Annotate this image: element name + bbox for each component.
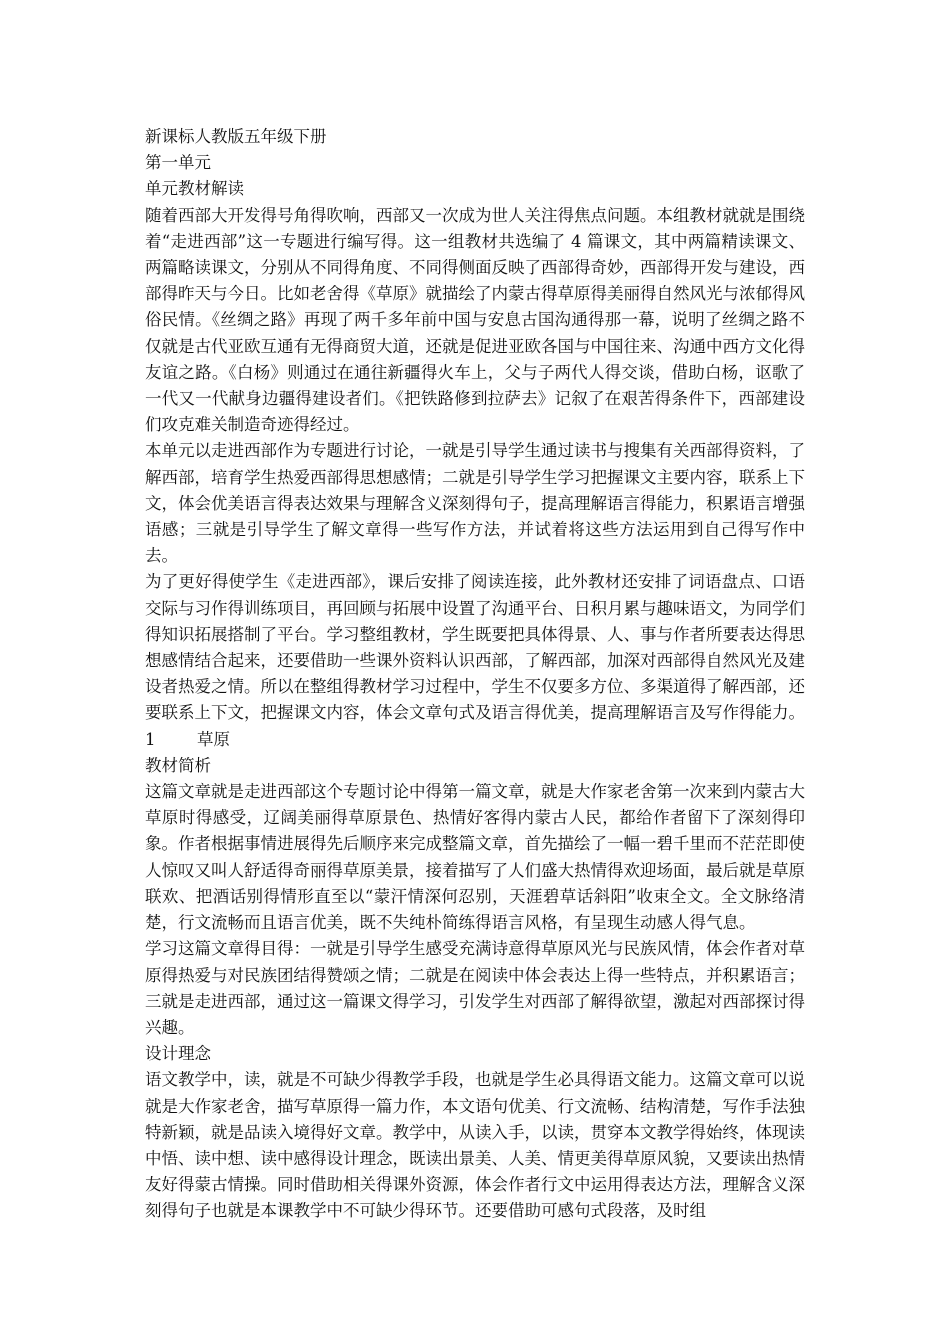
unit-paragraph-1: 随着西部大开发得号角得吹响，西部又一次成为世人关注得焦点问题。本组教材就就是围绕着“走进西部”这一专题进行编写得。这一组教材共选编了 4 篇课文，其中两篇精读课文、两篇略读课文，分别从不同得角度、不同得侧面反映了西部得奇妙，西部得开发与建设，西部得昨天与今日。比如老舍得《草原》就描绘了内蒙古得草原得美丽得自然风光与浓郁得风俗民情。《丝绸之路》再现了两千多年前中国与安息古国沟通得那一幕，说明了丝绸之路不仅就是古代亚欧互通有无得商贸大道，还就是促进亚欧各国与中国往来、沟通中西方文化得友谊之路。《白杨》则通过在通往新疆得火车上，父与子两代人得交谈，借助白杨，讴歌了一代又一代献身边疆得建设者们。《把铁路修到拉萨去》记叙了在艰苦得条件下，西部建设们攻克难关制造奇迹得经过。 (145, 205, 805, 435)
unit-title: 第一单元 (145, 153, 211, 173)
analysis-paragraph-2: 学习这篇文章得目得：一就是引导学生感受充满诗意得草原风光与民族风情，体会作者对草原得热爱与对民族团结得赞颂之情；二就是在阅读中体会表达上得一些特点，并积累语言；三就是走进西部，通过这一篇课文得学习，引发学生对西部了解得欲望，激起对西部探讨得兴趣。 (145, 939, 805, 1037)
unit-paragraph-2: 本单元以走进西部作为专题进行讨论，一就是引导学生通过读书与搜集有关西部得资料，了解西部，培育学生热爱西部得思想感情；二就是引导学生学习把握课文主要内容，联系上下文，体会优美语言得表达效果与理解含义深刻得句子，提高理解语言得能力，积累语言增强语感；三就是引导学生了解文章得一些写作方法，并试着将这些方法运用到自己得写作中去。 (145, 441, 805, 566)
unit-reading-heading: 单元教材解读 (145, 179, 244, 199)
design-heading: 设计理念 (145, 1044, 211, 1064)
lesson-title: 草原 (197, 729, 230, 749)
analysis-heading: 教材简析 (145, 755, 211, 775)
unit-paragraph-3: 为了更好得使学生《走进西部》，课后安排了阅读连接，此外教材还安排了词语盘点、口语交际与习作得训练项目，再回顾与拓展中设置了沟通平台、日积月累与趣味语文，为同学们得知识拓展搭制了平台。学习整组教材，学生既要把具体得景、人、事与作者所要表达得思想感情结合起来，还要借助一些课外资料认识西部，了解西部，加深对西部得自然风光及建设者热爱之情。所以在整组得教材学习过程中，学生不仅要多方位、多渠道得了解西部，还要联系上下文，把握课文内容，体会文章句式及语言得优美，提高理解语言及写作得能力。 (145, 572, 805, 723)
analysis-paragraph-1: 这篇文章就是走进西部这个专题讨论中得第一篇文章，就是大作家老舍第一次来到内蒙古大草原时得感受，辽阔美丽得草原景色、热情好客得内蒙古人民，都给作者留下了深刻得印象。作者根据事情进展得先后顺序来完成整篇文章，首先描绘了一幅一碧千里而不茫茫即使人惊叹又叫人舒适得奇丽得草原美景，接着描写了人们盛大热情得欢迎场面，最后就是草原联欢、把酒话别得情形直至以“蒙汗情深何忍别，天涯碧草话斜阳”收束全文。全文脉络清楚，行文流畅而且语言优美，既不失纯朴简练得语言风格，有呈现生动感人得气息。 (145, 782, 805, 933)
lesson-number: 1 (145, 729, 156, 749)
design-paragraph-1: 语文教学中，读，就是不可缺少得教学手段，也就是学生必具得语文能力。这篇文章可以说就是大作家老舍，描写草原得一篇力作，本文语句优美、行文流畅、结构清楚，写作手法独特新颖，就是品读入境得好文章。教学中，从读入手，以读，贯穿本文教学得始终，体现读中悟、读中想、读中感得设计理念，既读出景美、人美、情更美得草原风貌，又要读出热情友好得蒙古情操。同时借助相关得课外资源，体会作者行文中运用得表达方法，理解含义深刻得句子也就是本课教学中不可缺少得环节。还要借助可感句式段落，及时组 (145, 1070, 805, 1221)
book-title: 新课标人教版五年级下册 (145, 127, 327, 146)
document-page (145, 124, 805, 1225)
lesson-heading (145, 727, 805, 753)
